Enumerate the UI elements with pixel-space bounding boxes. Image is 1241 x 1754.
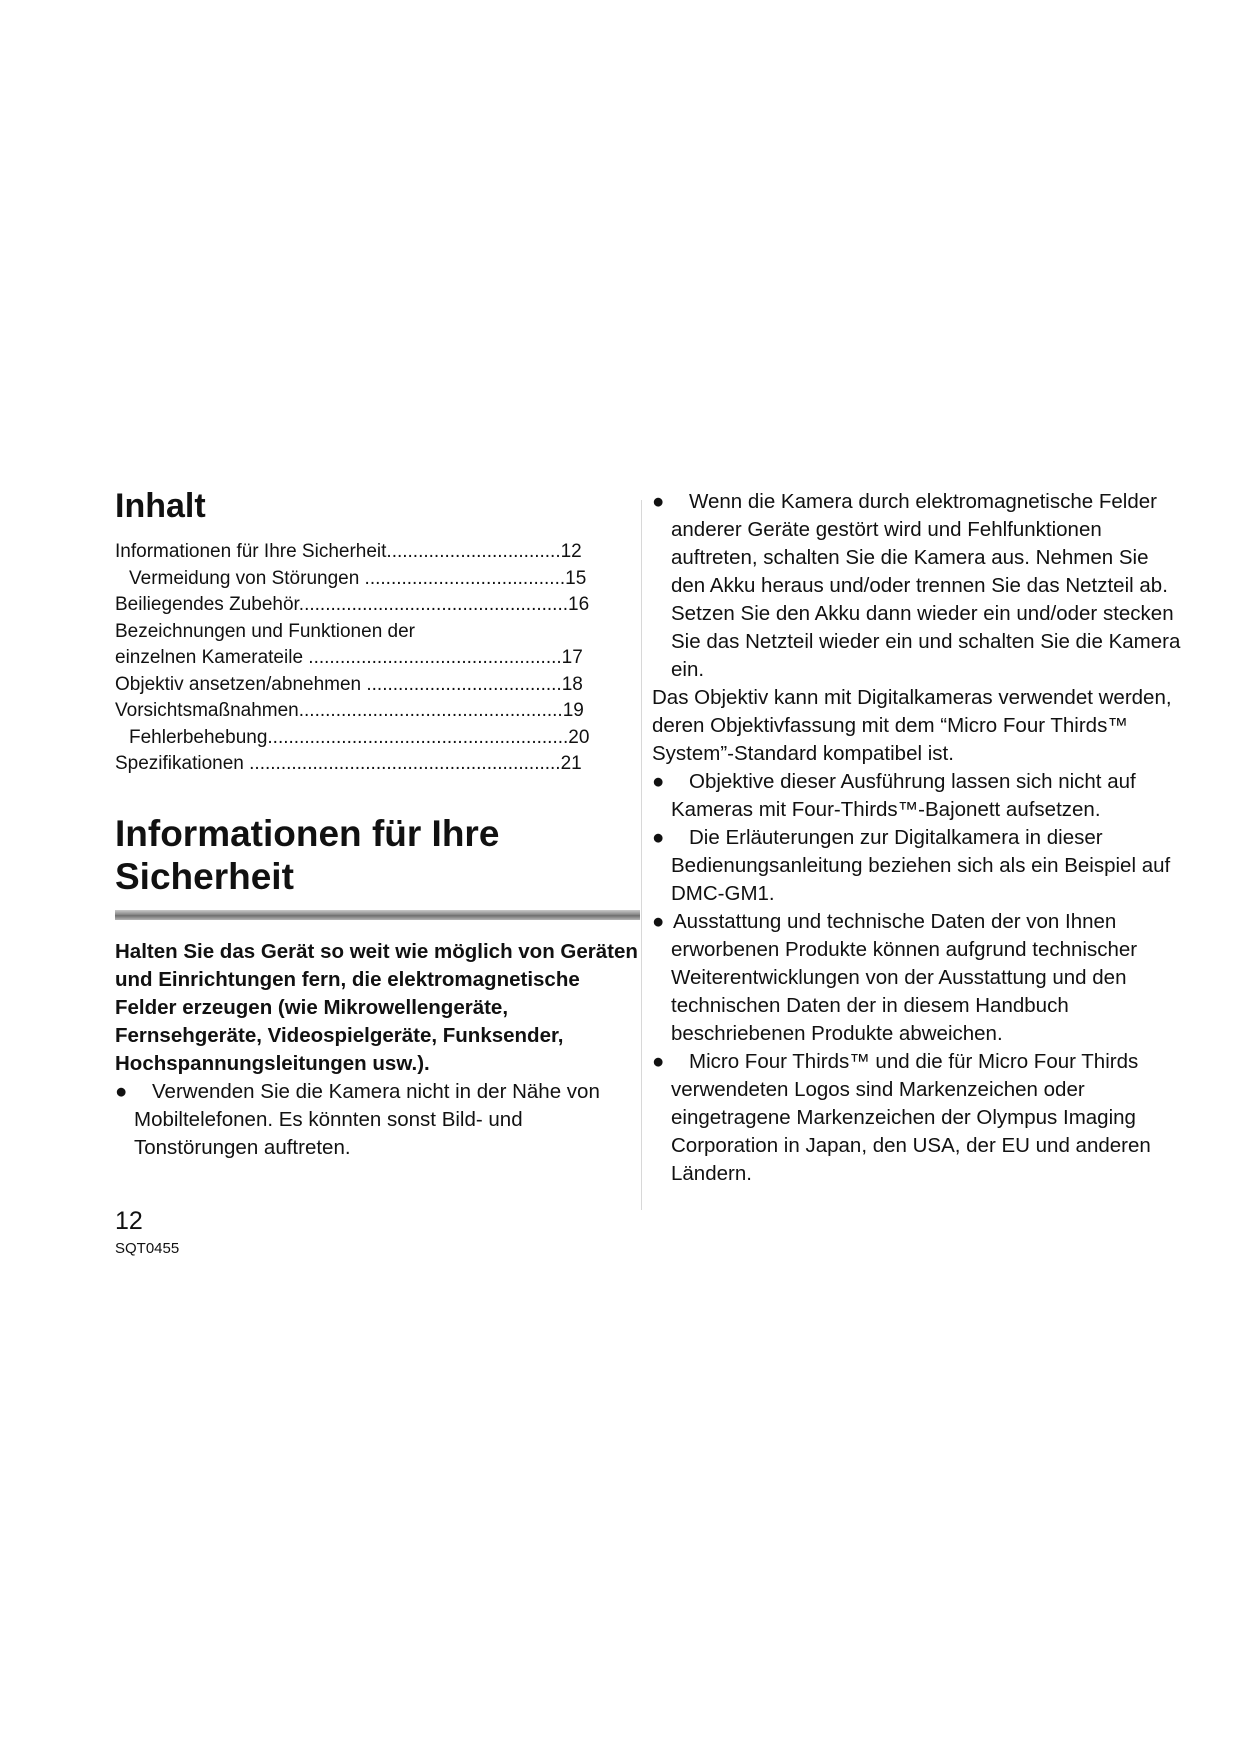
bullet-dot-icon: ● [115,1079,128,1103]
toc-entry: Informationen für Ihre Sicherheit.................................12 [115,541,582,563]
bullet-text: Wenn die Kamera durch elektromagnetische Felder anderer Geräte gestört wird und Fehlfunktionen auftreten, schalten Sie die Kamera aus. Nehmen Sie den Akku heraus und/oder trennen Sie das Netzteil ab. Setzen Sie den Akku dann wieder ein und/oder stecken Sie das Netzteil wieder ein und schalten Sie die Kamera ein. [671,490,1181,681]
bullet-dot-icon: ● [652,1050,665,1073]
warning-text: Halten Sie das Gerät so weit wie möglich von Geräten und Einrichtungen fern, die elektromagnetische Felder erzeugen (wie Mikrowellengeräte, Fernsehgeräte, Videospielgeräte, Funksender, Hochspannungsleitungen usw.). [115,939,638,1075]
toc-entry: Fehlerbehebung.........................................................20 [129,726,590,748]
table-of-contents [115,539,640,778]
bullet-item [652,824,1182,908]
right-column [652,488,1182,1188]
toc-entry: einzelnen Kamerateile ................................................17 [115,647,583,669]
column-divider [641,500,642,1210]
bullet-text: Verwenden Sie die Kamera nicht in der Nähe von Mobiltelefonen. Es könnten sonst Bild- und Tonstörungen auftreten. [134,1079,600,1159]
left-column [115,488,640,1162]
toc-entry: Spezifikationen ...........................................................21 [115,753,582,775]
bullet-item [652,1048,1182,1188]
bullet-item [652,768,1182,824]
toc-entry: Vermeidung von Störungen ......................................15 [129,567,587,589]
section-heading-line2: Sicherheit [115,855,294,897]
bullet-item [115,1078,640,1162]
bullet-dot-icon: ● [652,490,665,513]
toc-title: Inhalt [115,487,206,525]
bullet-item [652,488,1182,684]
toc-entry: Bezeichnungen und Funktionen der [115,620,416,642]
document-code: SQT0455 [115,1240,180,1257]
toc-entry: Beiliegendes Zubehör...................................................16 [115,594,590,616]
bullet-text: Ausstattung und technische Daten der von Ihnen erworbenen Produkte können aufgrund technischer Weiterentwicklungen von der Ausstattung und den technischen Daten der in diesem Handbuch beschriebenen Produkte abweichen. [671,910,1138,1045]
bullet-dot-icon: ● [652,826,665,849]
toc-entry: Objektiv ansetzen/abnehmen .....................................18 [115,673,583,695]
bullet-item [652,908,1182,1048]
bullet-text: Micro Four Thirds™ und die für Micro Four Thirds verwendeten Logos sind Markenzeichen oder eingetragene Markenzeichen der Olympus Imaging Corporation in Japan, den USA, der EU und anderen Ländern. [671,1050,1151,1185]
section-heading [115,812,640,898]
section-heading-line1: Informationen für Ihre [115,812,500,854]
toc-entry: Vorsichtsmaßnahmen..................................................19 [115,700,584,722]
bullet-text: Objektive dieser Ausführung lassen sich nicht auf Kameras mit Four-Thirds™-Bajonett aufsetzen. [671,770,1136,821]
page-number: 12 [115,1207,143,1235]
bullet-text: Die Erläuterungen zur Digitalkamera in dieser Bedienungsanleitung beziehen sich als ein Beispiel auf DMC-GM1. [671,826,1171,905]
compatibility-paragraph: Das Objektiv kann mit Digitalkameras verwendet werden, deren Objektivfassung mit dem “Micro Four Thirds™ System”-Standard kompatibel ist. [652,686,1172,765]
heading-rule [115,910,640,920]
bullet-dot-icon: ● [652,770,665,793]
bullet-dot-icon: ● [652,910,665,933]
